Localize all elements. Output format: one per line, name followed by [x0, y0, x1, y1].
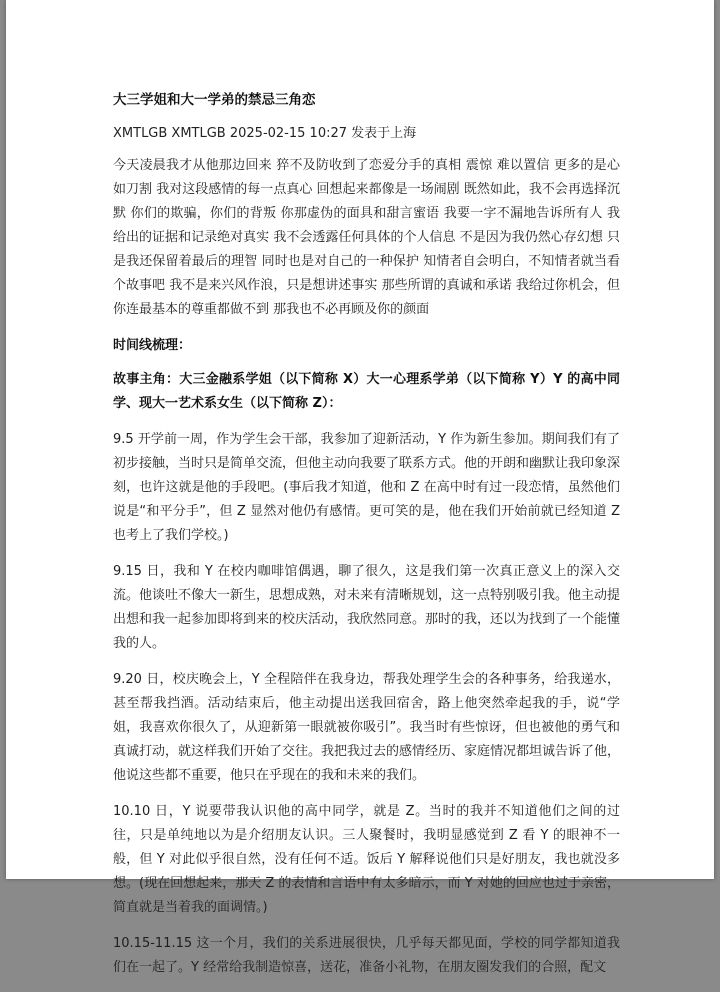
- intro-paragraph: 今天凌晨我才从他那边回来 猝不及防收到了恋爱分手的真相 震惊 难以置信 更多的是心如刀割 我对这段感情的每一点真心 回想起来都像是一场闹剧 既然如此，我不会再选择沉默 你们的欺骗，你们的背叛 你那虚伪的面具和甜言蜜语 我要一字不漏地告诉所有人 我给出的证据和记录绝对真实 我不会透露任何具体的个人信息 不是因为我仍然心存幻想 只是我还保留着最后的理智 同时也是对自己的一种保护 知情者自会明白，不知情者就当看个故事吧 我不是来兴风作浪，只是想讲述事实 那些所谓的真诚和承诺 我给过你机会，但你连最基本的尊重都做不到 那我也不必再顾及你的颜面: [113, 158, 620, 317]
- characters-paragraph: 故事主角：大三金融系学姐（以下简称 X）大一心理系学弟（以下简称 Y）Y 的高中同学、现大一艺术系女生（以下简称 Z）：: [113, 372, 620, 411]
- timeline-entry-0915: 9.15 日，我和 Y 在校内咖啡馆偶遇，聊了很久，这是我们第一次真正意义上的深入交流。他谈吐不像大一新生，思想成熟，对未来有清晰规划，这一点特别吸引我。他主动提出想和我一起参加即将到来的校庆活动，我欣然同意。那时的我，还以为找到了一个能懂我的人。: [113, 564, 621, 651]
- document-page: [6, 0, 714, 975]
- timeline-heading: 时间线梳理：: [113, 338, 192, 353]
- timeline-entry-1015-1115: 10.15-11.15 这一个月，我们的关系进展很快，几乎每天都见面，学校的同学都知道我们在一起了。Y 经常给我制造惊喜，送花，准备小礼物，在朋友圈发我们的合照，配文: [113, 936, 620, 975]
- article-body: [113, 90, 620, 992]
- timeline-entry-1010: 10.10 日，Y 说要带我认识他的高中同学，就是 Z。当时的我并不知道他们之间的过往，只是单纯地以为是介绍朋友认识。三人聚餐时，我明显感觉到 Z 看 Y 的眼神不一般，但 Y 对此似乎很自然，没有任何不适。饭后 Y 解释说他们只是好朋友，我也就没多想。(现在回想起来，那天 Z 的表情和言语中有太多暗示，而 Y 对她的回应也过于亲密，简直就是当着我的面调情。): [113, 804, 620, 915]
- timeline-entry-0920: 9.20 日，校庆晚会上，Y 全程陪伴在我身边，帮我处理学生会的各种事务，给我递水，甚至帮我挡酒。活动结束后，他主动提出送我回宿舍，路上他突然牵起我的手，说“学姐，我喜欢你很久了，从迎新第一眼就被你吸引”。我当时有些惊讶，但也被他的勇气和真诚打动，就这样我们开始了交往。我把我过去的感情经历、家庭情况都坦诚告诉了他，他说这些都不重要，他只在乎现在的我和未来的我们。: [113, 672, 621, 783]
- timeline-entry-0905: 9.5 开学前一周，作为学生会干部，我参加了迎新活动，Y 作为新生参加。期间我们有了初步接触，当时只是简单交流，但他主动向我要了联系方式。他的开朗和幽默让我印象深刻，也许这就是他的手段吧。(事后我才知道，他和 Z 在高中时有过一段恋情，虽然他们说是“和平分手”，但 Z 显然对他仍有感情。更可笑的是，他在我们开始前就已经知道 Z 也考上了我们学校。): [113, 432, 621, 543]
- article-meta: XMTLGB XMTLGB 2025-02-15 10:27 发表于上海: [113, 126, 417, 141]
- article-title: 大三学姐和大一学弟的禁忌三角恋: [113, 92, 316, 108]
